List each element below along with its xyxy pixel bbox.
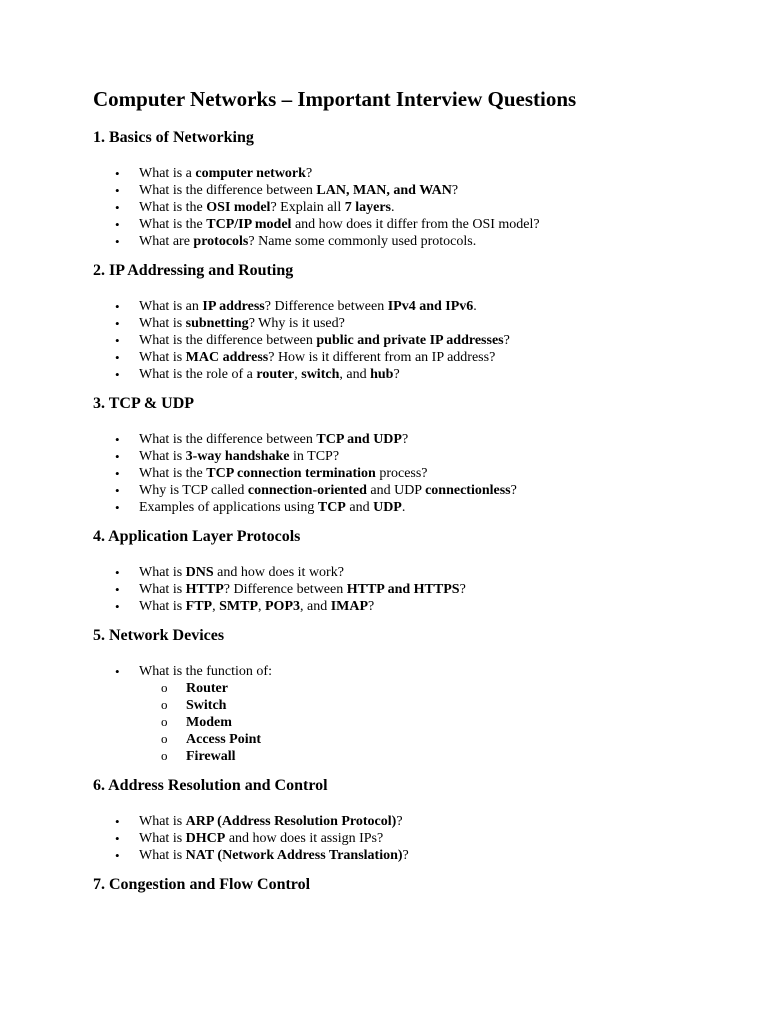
question-list <box>93 813 733 864</box>
question-text: What is the difference between <box>139 333 317 348</box>
bold-term: DNS <box>185 565 214 580</box>
question-item <box>93 598 733 615</box>
question-text: and <box>345 500 374 515</box>
question-item <box>93 216 733 233</box>
bold-term: FTP <box>185 599 213 614</box>
question-text: ? <box>402 848 409 863</box>
question-text: ? Difference between <box>223 582 347 597</box>
bold-term: TCP/IP model <box>206 217 292 232</box>
bold-term: LAN, MAN, and WAN <box>316 183 452 198</box>
bold-term: TCP connection termination <box>206 466 376 481</box>
question-text: , <box>212 599 220 614</box>
question-text: process? <box>375 466 428 481</box>
question-text: , and <box>339 367 371 382</box>
question-text: What is the <box>139 200 207 215</box>
question-text: Examples of applications using <box>139 500 318 515</box>
question-list <box>93 564 733 615</box>
question-item <box>93 366 733 383</box>
section-1 <box>93 128 733 250</box>
question-text: . <box>390 200 395 215</box>
question-text: , and <box>300 599 331 614</box>
bold-term: public and private IP addresses <box>316 333 504 348</box>
bold-term: connectionless <box>425 483 511 498</box>
question-item <box>93 581 733 598</box>
question-item <box>93 233 733 250</box>
question-text: What is the difference between <box>139 183 317 198</box>
section-heading: 1. Basics of Networking <box>93 129 254 146</box>
question-text: What is <box>139 814 186 829</box>
section-heading: 7. Congestion and Flow Control <box>93 876 311 893</box>
section-6 <box>93 776 733 864</box>
question-text: ? <box>401 432 409 447</box>
question-text: and how does it assign IPs? <box>225 831 384 846</box>
question-item <box>93 298 733 315</box>
question-text: What is <box>139 565 186 580</box>
section-heading: 3. TCP & UDP <box>93 395 195 412</box>
section-heading: 2. IP Addressing and Routing <box>93 262 294 279</box>
question-text: ? Explain all <box>270 200 345 215</box>
bold-term: computer network <box>195 166 306 181</box>
question-text: What is <box>139 449 186 464</box>
bold-term: UDP <box>373 500 402 515</box>
device-item: o Firewall <box>93 748 733 765</box>
bold-term: SMTP <box>219 599 258 614</box>
question-text: , <box>294 367 302 382</box>
document <box>93 86 733 912</box>
bold-term: HTTP and HTTPS <box>346 582 460 597</box>
question-text: ? Why is it used? <box>248 316 345 331</box>
bold-term: POP3 <box>265 599 300 614</box>
device-item: o Modem <box>93 714 733 731</box>
bold-term: OSI model <box>206 200 271 215</box>
bold-term: DHCP <box>185 831 226 846</box>
question-text: What are <box>139 234 194 249</box>
section-4 <box>93 527 733 615</box>
device-item: o Switch <box>93 697 733 714</box>
section-heading: 4. Application Layer Protocols <box>93 528 301 545</box>
question-text: What is <box>139 582 186 597</box>
section-heading: 6. Address Resolution and Control <box>93 777 328 794</box>
question-item <box>93 813 733 830</box>
bold-term: switch <box>301 367 340 382</box>
bold-term: hub <box>370 367 394 382</box>
question-text: ? Difference between <box>264 299 388 314</box>
question-text: in TCP? <box>289 449 340 464</box>
question-text: and UDP <box>366 483 426 498</box>
question-item <box>93 431 733 448</box>
question-item <box>93 182 733 199</box>
question-list <box>93 298 733 383</box>
question-text: What is the function of: <box>139 664 272 679</box>
bold-term: IP address <box>202 299 265 314</box>
question-item <box>93 332 733 349</box>
question-text: , <box>258 599 265 614</box>
section-3 <box>93 394 733 516</box>
bold-term: protocols <box>193 234 249 249</box>
question-list <box>93 165 733 250</box>
question-item <box>93 165 733 182</box>
bold-term: TCP <box>317 500 346 515</box>
question-text: ? <box>368 599 375 614</box>
question-text: What is the <box>139 217 207 232</box>
question-text: What is <box>139 316 186 331</box>
question-text: and how does it work? <box>213 565 344 580</box>
question-text: ? <box>451 183 459 198</box>
question-text: What is the <box>139 466 207 481</box>
bold-term: 7 layers <box>344 200 391 215</box>
question-item <box>93 349 733 366</box>
question-text: ? <box>393 367 400 382</box>
question-text: ? <box>510 483 517 498</box>
bold-term: TCP and UDP <box>316 432 402 447</box>
document-title: Computer Networks – Important Interview Questions <box>93 87 577 111</box>
question-text: Why is TCP called <box>139 483 248 498</box>
question-list <box>93 663 733 765</box>
question-item <box>93 830 733 847</box>
question-item <box>93 499 733 516</box>
bold-term: subnetting <box>185 316 249 331</box>
bold-term: ARP (Address Resolution Protocol) <box>185 814 397 829</box>
section-7 <box>93 875 733 895</box>
bold-term: IMAP <box>330 599 369 614</box>
question-text: What is <box>139 350 186 365</box>
question-item <box>93 663 733 680</box>
question-text: ? <box>396 814 403 829</box>
question-text: What is <box>139 848 186 863</box>
question-text: What is an <box>139 299 203 314</box>
question-item <box>93 564 733 581</box>
question-text: What is the difference between <box>139 432 317 447</box>
question-text: . <box>401 500 406 515</box>
question-text: ? <box>503 333 510 348</box>
device-item: o Access Point <box>93 731 733 748</box>
bold-term: connection-oriented <box>247 483 367 498</box>
question-item <box>93 465 733 482</box>
question-item <box>93 199 733 216</box>
device-sublist <box>93 680 733 765</box>
question-list <box>93 431 733 516</box>
question-item <box>93 482 733 499</box>
question-text: What is <box>139 599 186 614</box>
question-item <box>93 315 733 332</box>
section-2 <box>93 261 733 383</box>
bold-term: router <box>256 367 295 382</box>
bold-term: IPv4 and IPv6 <box>387 299 474 314</box>
section-heading: 5. Network Devices <box>93 627 225 644</box>
sections-container <box>93 128 733 895</box>
question-text: What is <box>139 831 186 846</box>
question-text: ? How is it different from an IP address? <box>268 350 496 365</box>
bold-term: MAC address <box>185 350 269 365</box>
section-5 <box>93 626 733 765</box>
question-item <box>93 847 733 864</box>
question-text: What is a <box>139 166 196 181</box>
question-text: ? Name some commonly used protocols. <box>248 234 477 249</box>
question-text: and how does it differ from the OSI model? <box>291 217 540 232</box>
question-text: What is the role of a <box>139 367 257 382</box>
bold-term: HTTP <box>185 582 224 597</box>
bold-term: 3-way handshake <box>185 449 290 464</box>
question-text: . <box>473 299 477 314</box>
question-text: ? <box>305 166 313 181</box>
question-text: ? <box>459 582 466 597</box>
device-item: o Router <box>93 680 733 697</box>
bold-term: NAT (Network Address Translation) <box>185 848 403 863</box>
question-item <box>93 448 733 465</box>
